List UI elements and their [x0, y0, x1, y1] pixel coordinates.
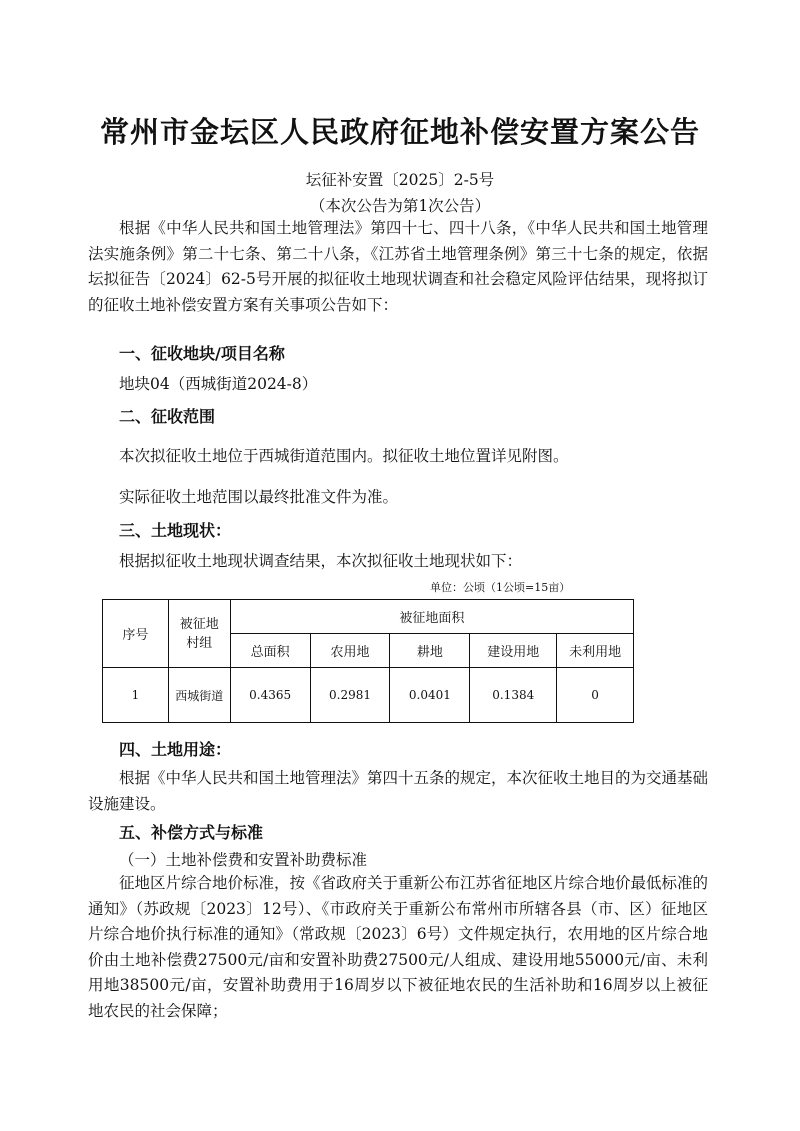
table-row — [103, 668, 634, 723]
header-village — [168, 600, 230, 668]
section2-line1: 本次拟征收土地位于西城街道范围内。拟征收土地位置详见附图。 — [119, 447, 569, 465]
document-title: 常州市金坛区人民政府征地补偿安置方案公告 — [99, 115, 700, 149]
cell-arable: 0.0401 — [390, 668, 470, 723]
header-area-group: 被征地面积 — [230, 600, 633, 634]
cell-seq: 1 — [103, 668, 169, 723]
cell-village: 西城街道 — [168, 668, 230, 723]
header-total: 总面积 — [230, 634, 310, 668]
section2-heading: 二、征收范围 — [119, 407, 216, 426]
header-agri: 农用地 — [310, 634, 390, 668]
cell-construction: 0.1384 — [470, 668, 557, 723]
section3-intro: 根据拟征收土地现状调查结果，本次拟征收土地现状如下： — [119, 552, 523, 570]
section3-heading: 三、土地现状： — [119, 521, 232, 540]
header-arable: 耕地 — [390, 634, 470, 668]
section5-sub1: （一）土地补偿费和安置补助费标准 — [119, 851, 368, 869]
cell-total: 0.4365 — [230, 668, 310, 723]
announcement-note: （本次公告为第1次公告） — [309, 197, 491, 215]
document-number: 坛征补安置〔2025〕2-5号 — [305, 171, 495, 189]
section1-content: 地块04（西城街道2024-8） — [119, 375, 318, 393]
cell-agri: 0.2981 — [310, 668, 390, 723]
section5-heading: 五、补偿方式与标准 — [119, 823, 264, 842]
section1-heading: 一、征收地块/项目名称 — [119, 344, 285, 363]
section2-line2: 实际征收土地范围以最终批准文件为准。 — [119, 488, 399, 506]
header-village-text: 被征地村组 — [179, 616, 219, 651]
cell-unused: 0 — [557, 668, 634, 723]
section4-heading: 四、土地用途： — [119, 740, 232, 759]
table-unit-note: 单位：公顷（1公顷=15亩） — [430, 581, 571, 594]
header-construction: 建设用地 — [470, 634, 557, 668]
header-seq: 序号 — [103, 600, 169, 668]
section4-content: 根据《中华人民共和国土地管理法》第四十五条的规定，本次征收土地目的为交通基础设施建设。 — [88, 769, 709, 813]
intro-paragraph: 根据《中华人民共和国土地管理法》第四十七、四十八条，《中华人民共和国土地管理法实施条例》第二十七条、第二十八条，《江苏省土地管理条例》第三十七条的规定，依据坛拟征告〔2024〕62-5号开展的拟征收土地现状调查和社会稳定风险评估结果，现将拟订的征收土地补偿安置方案有关事项公告如下： — [88, 219, 708, 314]
section5-content: 征地区片综合地价标准，按《省政府关于重新公布江苏省征地区片综合地价最低标准的通知》（苏政规〔2023〕12号）、《市政府关于重新公布常州市所辖各县（市、区）征地区片综合地价执行标准的通知》（常政规〔2023〕6号）文件规定执行，农用地的区片综合地价由土地补偿费27500元/亩和安置补助费27500元/人组成、建设用地55000元/亩、未利用地38500元/亩，安置补助费用于16周岁以下被征地农民的生活补助和16周岁以上被征地农民的社会保障； — [88, 874, 709, 1020]
header-unused: 未利用地 — [557, 634, 634, 668]
land-status-table — [102, 599, 634, 723]
